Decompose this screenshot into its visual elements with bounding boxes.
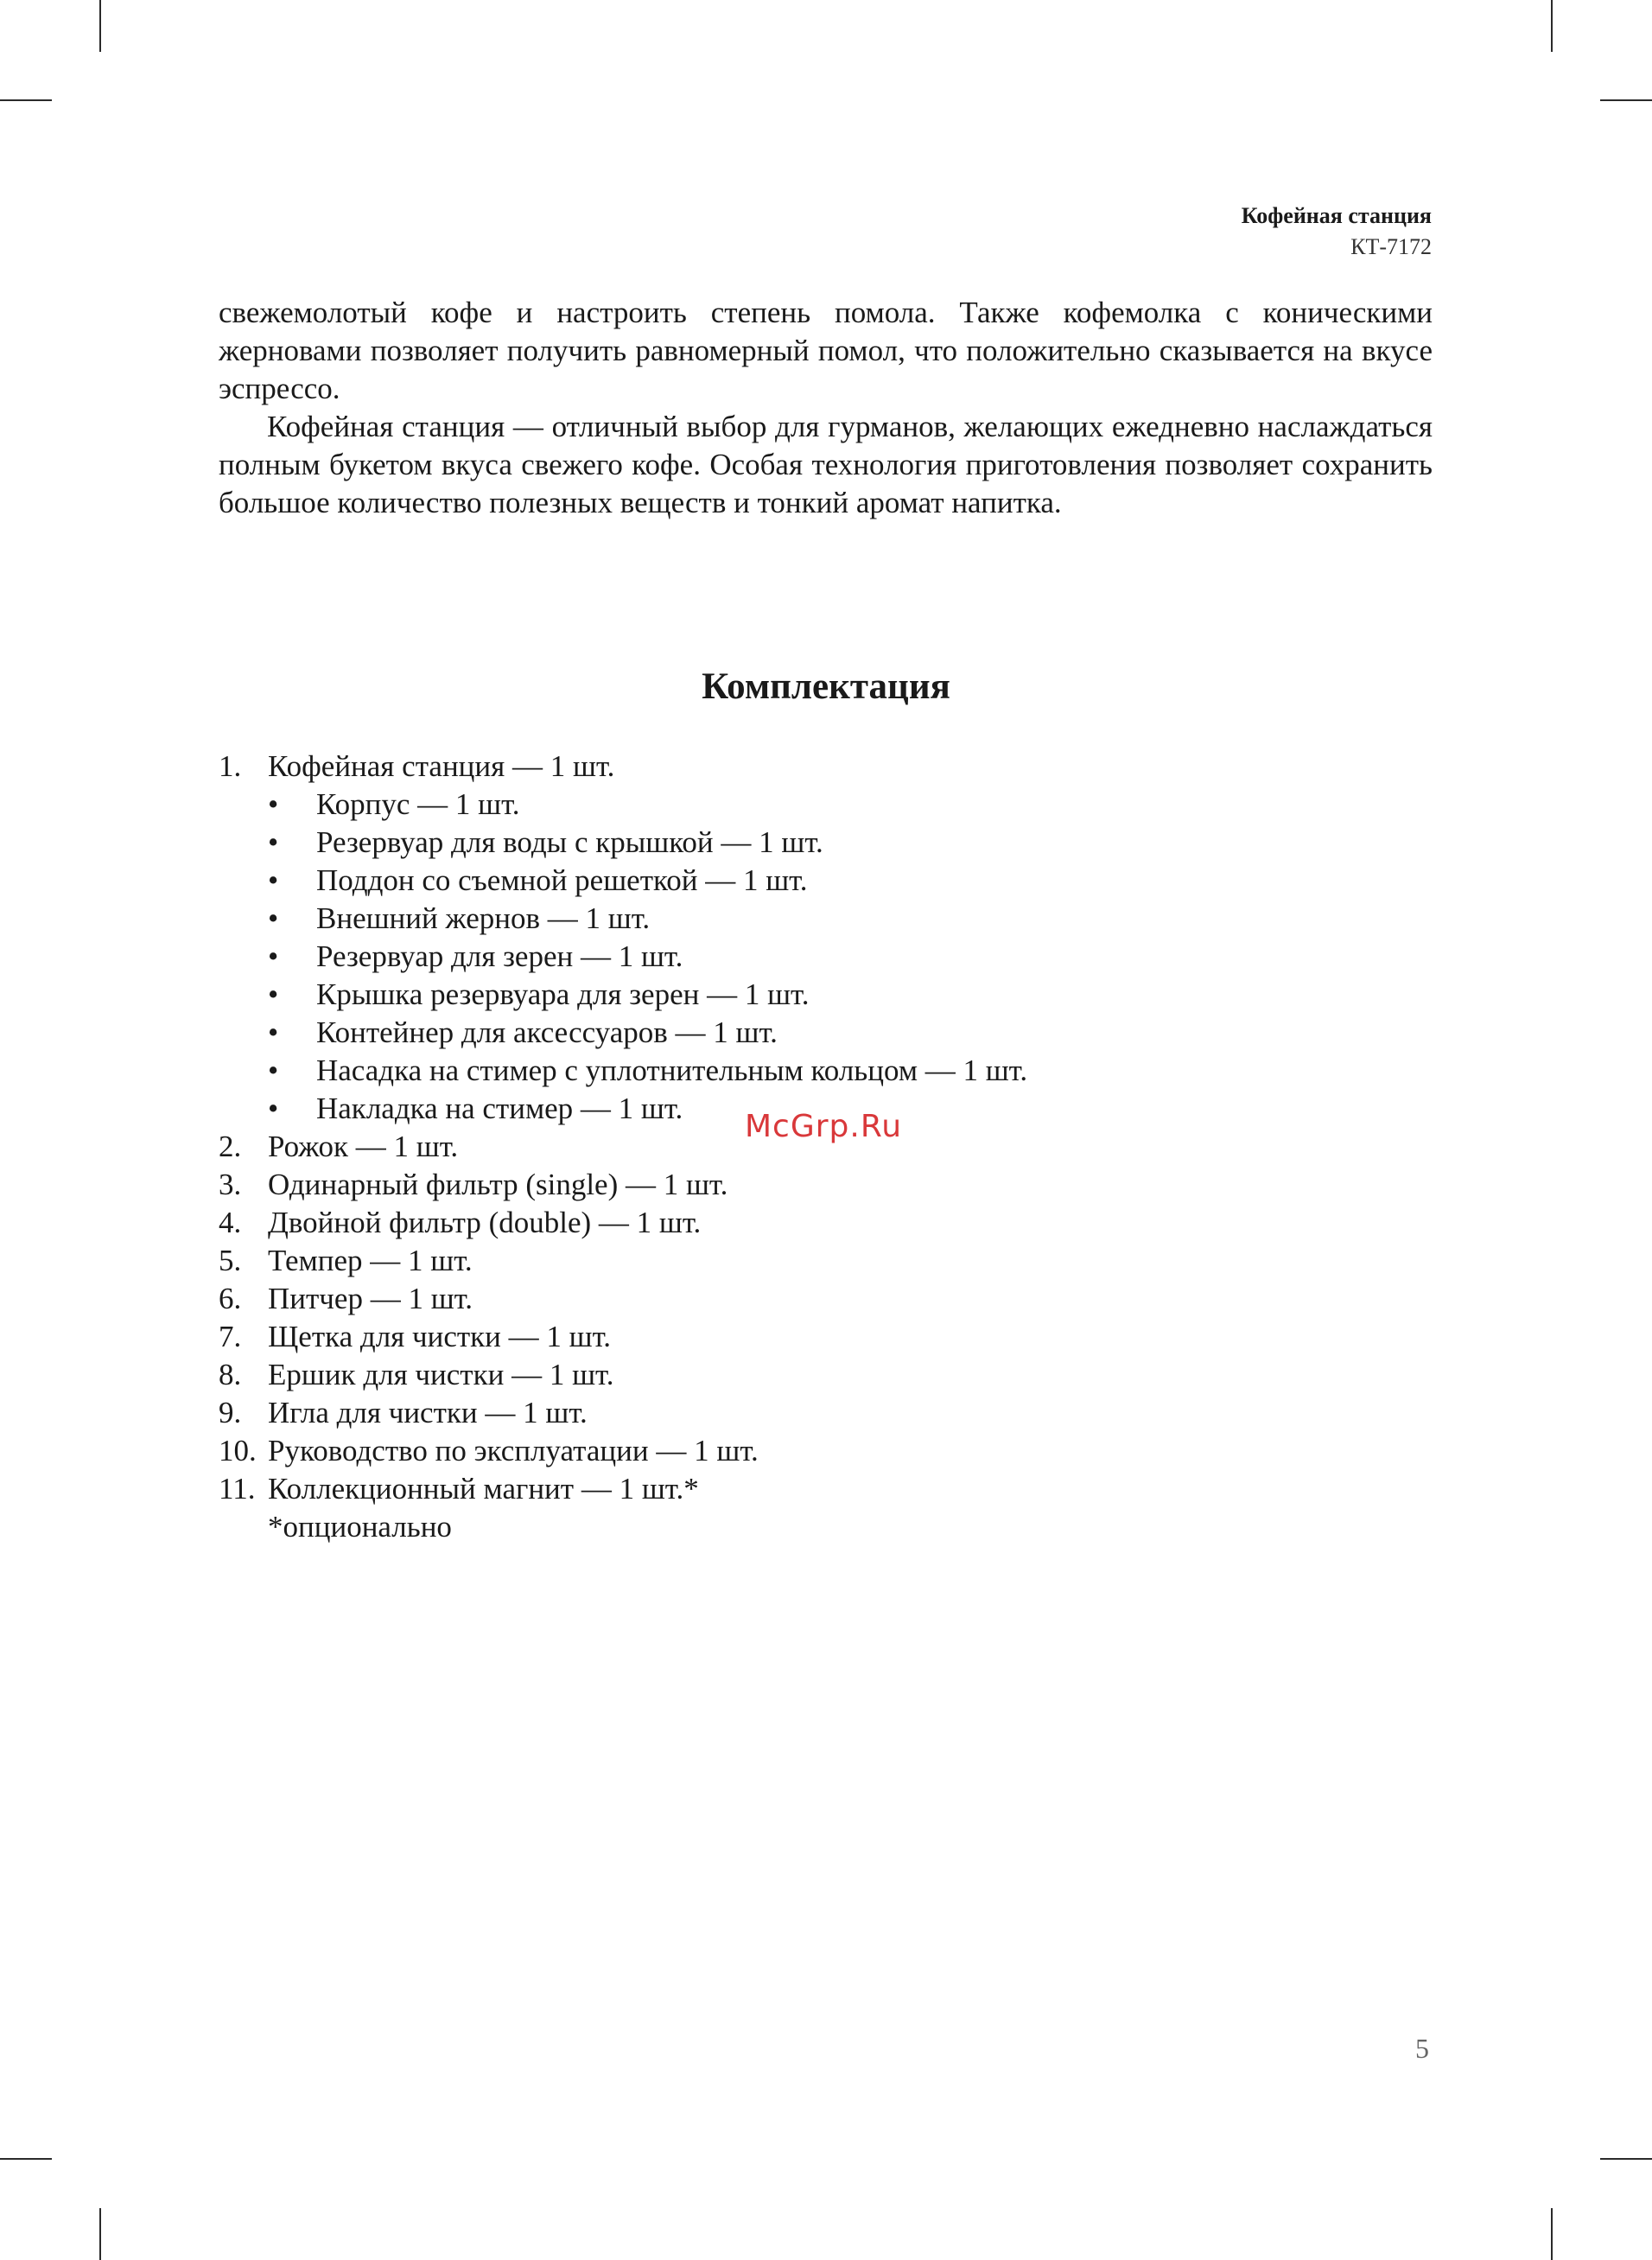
footnote-text: *опционально — [268, 1510, 452, 1544]
bullet: • — [268, 787, 279, 821]
page-number: 5 — [1415, 2033, 1429, 2064]
paragraph: Кофейная станция — отличный выбор для гурманов, желающих ежедневно наслаждаться полным букетом вкуса свежего кофе. Особая технология приготовления позволяет сохранить большое количество полезных веществ и тонкий аромат напитка. — [219, 410, 1433, 519]
list-number: 8. — [219, 1358, 242, 1391]
list-text: Игла для чистки — 1 шт. — [268, 1396, 588, 1429]
crop-mark-bottom-left-vertical — [99, 2208, 101, 2260]
sub-list-text: Резервуар для воды с крышкой — 1 шт. — [316, 825, 823, 859]
list-text: Рожок — 1 шт. — [268, 1130, 459, 1163]
paragraph: свежемолотый кофе и настроить степень помола. Также кофемолка с коническими жерновами позволяет получить равномерный помол, что положительно сказывается на вкусе эспрессо. — [219, 296, 1433, 405]
list-number: 2. — [219, 1130, 242, 1163]
sub-list-text: Поддон со съемной решеткой — 1 шт. — [316, 863, 808, 897]
list-text: Коллекционный магнит — 1 шт.* — [268, 1472, 699, 1506]
list-number: 5. — [219, 1244, 242, 1277]
list-number: 1. — [219, 749, 242, 783]
crop-mark-top-right-horizontal — [1600, 99, 1652, 101]
list-text: Ершик для чистки — 1 шт. — [268, 1358, 614, 1391]
list-text: Одинарный фильтр (single) — 1 шт. — [268, 1168, 728, 1201]
crop-mark-top-left-horizontal — [0, 99, 52, 101]
list-text: Темпер — 1 шт. — [268, 1244, 473, 1277]
list-number: 11. — [219, 1472, 256, 1506]
crop-mark-top-right-vertical — [1551, 0, 1553, 52]
crop-mark-top-left-vertical — [99, 0, 101, 52]
list-text: Руководство по эксплуатации — 1 шт. — [268, 1434, 759, 1467]
bullet: • — [268, 863, 279, 897]
sub-list-text: Насадка на стимер с уплотнительным кольцом — 1 шт. — [316, 1054, 1028, 1087]
body-text — [219, 294, 1433, 522]
list-number: 9. — [219, 1396, 242, 1429]
sub-list-text: Корпус — 1 шт. — [316, 787, 520, 821]
watermark: McGrp.Ru — [745, 1109, 903, 1144]
list-number: 6. — [219, 1282, 242, 1315]
sub-list-text: Крышка резервуара для зерен — 1 шт. — [316, 977, 810, 1011]
list-number: 10. — [219, 1434, 257, 1467]
sub-list-text: Контейнер для аксессуаров — 1 шт. — [316, 1015, 778, 1049]
list-number: 4. — [219, 1206, 242, 1239]
bullet: • — [268, 825, 279, 859]
crop-mark-bottom-right-vertical — [1551, 2208, 1553, 2260]
header-model: КТ-7172 — [1350, 234, 1432, 259]
bullet: • — [268, 1054, 279, 1087]
bullet: • — [268, 901, 279, 935]
list-text: Кофейная станция — 1 шт. — [268, 749, 615, 783]
running-header — [1242, 201, 1432, 263]
list-number: 3. — [219, 1168, 242, 1201]
list-text: Питчер — 1 шт. — [268, 1282, 473, 1315]
list-number: 7. — [219, 1320, 242, 1353]
sub-list-text: Накладка на стимер — 1 шт. — [316, 1092, 683, 1125]
bullet: • — [268, 1015, 279, 1049]
section-title: Комплектация — [702, 666, 950, 707]
crop-mark-bottom-left-horizontal — [0, 2158, 52, 2160]
bullet: • — [268, 1092, 279, 1125]
header-title: Кофейная станция — [1241, 203, 1432, 228]
bullet: • — [268, 939, 279, 973]
sub-list-text: Резервуар для зерен — 1 шт. — [316, 939, 683, 973]
bullet: • — [268, 977, 279, 1011]
list-text: Щетка для чистки — 1 шт. — [268, 1320, 612, 1353]
list-text: Двойной фильтр (double) — 1 шт. — [268, 1206, 702, 1239]
crop-mark-bottom-right-horizontal — [1600, 2158, 1652, 2160]
sub-list-text: Внешний жернов — 1 шт. — [316, 901, 651, 935]
